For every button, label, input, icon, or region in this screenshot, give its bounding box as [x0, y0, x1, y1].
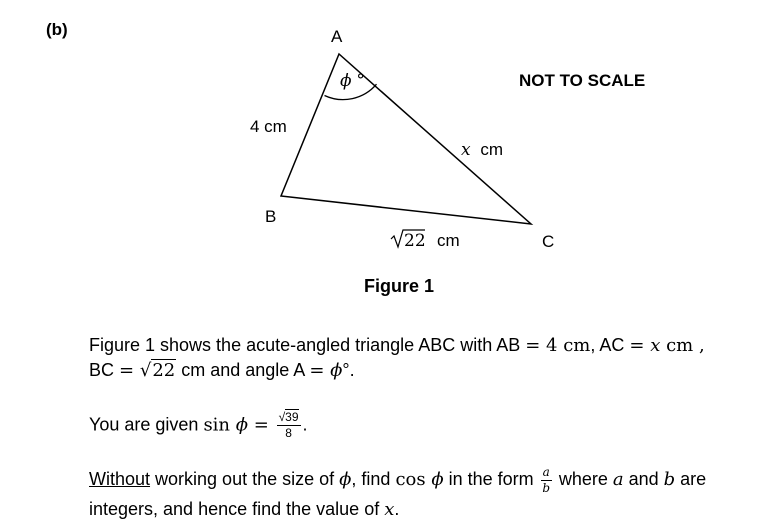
text: in the form	[443, 469, 539, 489]
sqrt-sign: √	[278, 410, 286, 424]
side-ac-unit: cm	[480, 140, 503, 159]
vertex-b-label: B	[265, 207, 277, 226]
text: , find	[351, 469, 396, 489]
variable-b: b	[663, 469, 676, 490]
not-to-scale-note: NOT TO SCALE	[519, 71, 646, 90]
math: =	[248, 414, 275, 436]
side-ac-label	[461, 140, 503, 160]
angle-degree-symbol: °	[356, 71, 365, 91]
radicand: 39	[285, 410, 299, 424]
text: where	[553, 469, 613, 489]
phi-symbol: ϕ	[235, 414, 249, 436]
function-sin: sin	[203, 414, 236, 436]
side-ab-label: 4 cm	[250, 117, 287, 136]
side-bc-unit: cm	[437, 231, 460, 250]
fraction-denominator: 8	[285, 426, 292, 440]
phi-symbol: ϕ	[330, 360, 343, 381]
figure-caption: Figure 1	[364, 276, 435, 296]
side-bc-radicand: 22	[404, 231, 426, 251]
text: You are given	[89, 414, 204, 435]
math: =	[629, 335, 651, 356]
sqrt-sign: √	[139, 360, 152, 381]
text: Figure 1 shows the acute-angled triangle ABC with AB	[89, 335, 526, 355]
fraction-numerator	[277, 411, 301, 426]
question-paragraph-1	[89, 333, 705, 383]
triangle-abc	[281, 54, 531, 224]
phi-symbol: ϕ	[431, 469, 444, 490]
text: BC	[89, 360, 120, 380]
phi-symbol: ϕ	[339, 469, 352, 490]
side-bc-label	[391, 230, 460, 251]
side-ac-variable: x	[461, 140, 471, 160]
angle-phi-symbol: ϕ	[340, 71, 352, 91]
text: °.	[342, 360, 355, 380]
question-paragraph-2	[89, 411, 308, 440]
math: =	[309, 360, 331, 381]
radicand: 22	[152, 360, 176, 381]
fraction-denominator: b	[542, 480, 551, 495]
variable-a: a	[612, 469, 624, 490]
emphasis-without: Without	[89, 469, 151, 489]
text: integers, and hence find the value of	[89, 498, 385, 519]
fraction	[277, 411, 301, 440]
question-paragraph-3	[89, 465, 706, 524]
vertex-a-label: A	[331, 27, 343, 46]
part-label: (b)	[46, 20, 68, 39]
fraction-a-over-b	[541, 466, 552, 495]
vertex-c-label: C	[542, 232, 555, 251]
text: working out the size of	[150, 469, 340, 489]
variable-x: x	[384, 498, 395, 520]
text: .	[302, 414, 308, 435]
text: , AC	[590, 335, 630, 355]
variable-x: x	[650, 335, 661, 356]
text: and	[623, 469, 664, 489]
fraction-numerator: a	[542, 464, 550, 479]
function-cos: cos	[395, 469, 432, 490]
text: cm and angle A	[176, 360, 310, 380]
math: cm ,	[660, 335, 705, 356]
math: = 4 cm	[525, 335, 591, 356]
math: =	[119, 360, 140, 381]
sqrt-expression	[140, 358, 176, 383]
text: are	[675, 469, 707, 489]
angle-a-label	[340, 71, 365, 91]
text: .	[394, 498, 400, 519]
